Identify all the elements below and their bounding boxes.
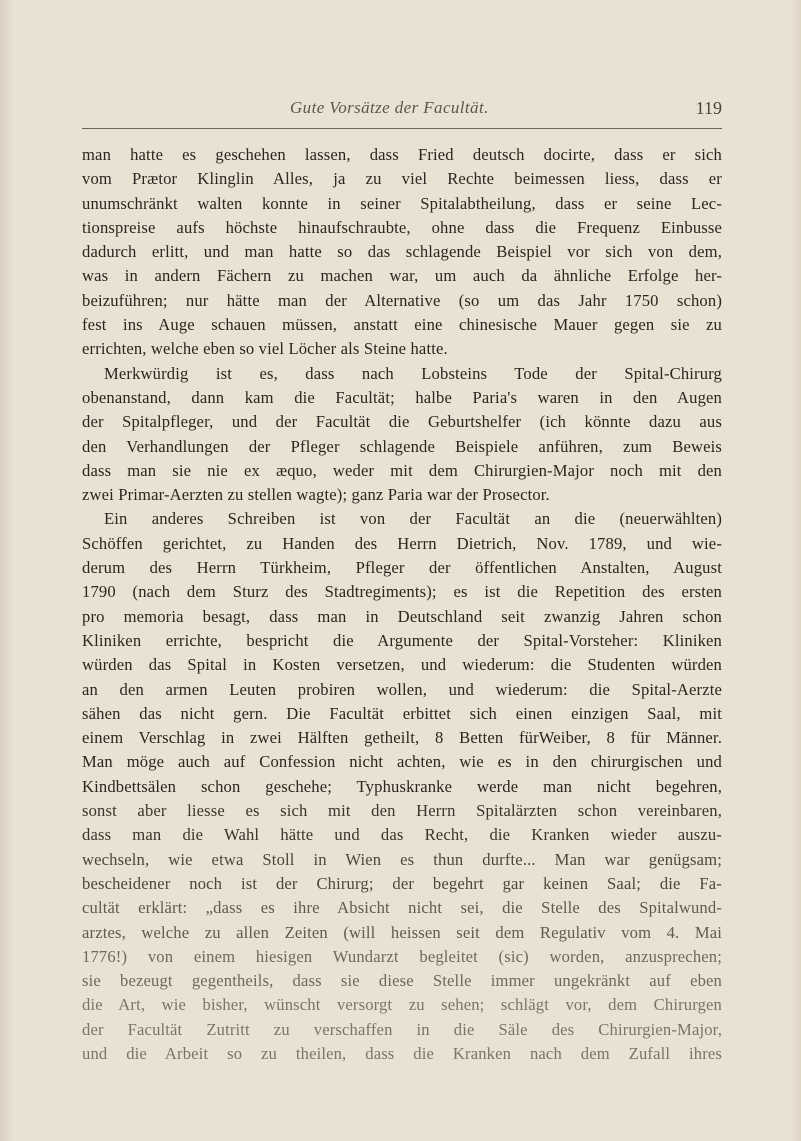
text-line: sie bezeugt gegentheils, dass sie diese Stelle immer ungekränkt auf eben	[82, 971, 722, 991]
text-line: fest ins Auge schauen müssen, anstatt eine chinesische Mauer gegen sie zu	[82, 315, 722, 335]
text-line: pro memoria besagt, dass man in Deutschland seit zwanzig Jahren schon	[82, 606, 722, 626]
text-line: cultät erklärt: „dass es ihre Absicht nicht sei, die Stelle des Spitalwund-	[82, 898, 722, 918]
text-line: beizuführen; nur hätte man der Alternative (so um das Jahr 1750 schon)	[82, 290, 722, 310]
page-header	[82, 98, 722, 122]
text-line: wechseln, wie etwa Stoll in Wien es thun durfte... Man war genügsam;	[82, 849, 722, 869]
text-line: Merkwürdig ist es, dass nach Lobsteins Tode der Spital-Chirurg	[104, 363, 722, 383]
text-line: Ein anderes Schreiben ist von der Facultät an die (neuerwählten)	[104, 509, 722, 529]
text-line: unumschränkt walten konnte in seiner Spitalabtheilung, dass er seine Lec-	[82, 193, 722, 213]
text-line: der Facultät Zutritt zu verschaffen in die Säle des Chirurgien-Major,	[82, 1019, 722, 1039]
text-line: sonst aber liesse es sich mit den Herrn Spitalärzten schon vereinbaren,	[82, 801, 722, 821]
text-line: man hatte es geschehen lassen, dass Fried deutsch docirte, dass er sich	[82, 145, 722, 164]
page-edge-shadow-left	[0, 0, 14, 1141]
page-number: 119	[695, 98, 722, 118]
text-line: würden das Spital in Kosten versetzen, und wiederum: die Studenten würden	[82, 655, 722, 675]
text-line: Kindbettsälen schon geschehe; Typhuskranke werde man nicht begehren,	[82, 776, 722, 796]
text-line: den Verhandlungen der Pfleger schlagende Beispiele anführen, zum Beweis	[82, 436, 722, 456]
text-line: sähen das nicht gern. Die Facultät erbittet sich einen einzigen Saal, mit	[82, 703, 722, 723]
text-line: einem Verschlag in zwei Hälften getheilt, 8 Betten fürWeiber, 8 für Männer.	[82, 728, 722, 748]
text-line: vom Prætor Klinglin Alles, ja zu viel Rechte beimessen liess, dass er	[82, 169, 722, 189]
text-line: bescheidener noch ist der Chirurg; der begehrt gar keinen Saal; die Fa-	[82, 873, 722, 893]
text-line: zwei Primar-Aerzten zu stellen wagte); ganz Paria war der Prosector.	[82, 485, 550, 505]
body-text	[82, 143, 722, 1066]
text-line: dass man sie nie ex æquo, weder mit dem Chirurgien-Major noch mit den	[82, 460, 722, 480]
running-title: Gute Vorsätze der Facultät.	[290, 98, 489, 117]
text-line: errichten, welche eben so viel Löcher als Steine hatte.	[82, 339, 448, 359]
text-line: Kliniken errichte, bespricht die Argumente der Spital-Vorsteher: Kliniken	[82, 630, 722, 650]
text-line: dass man die Wahl hätte und das Recht, die Kranken wieder auszu-	[82, 825, 722, 845]
text-line: obenanstand, dann kam die Facultät; halbe Paria's waren in den Augen	[82, 387, 722, 407]
text-line: Schöffen gerichtet, zu Handen des Herrn Dietrich, Nov. 1789, und wie-	[82, 533, 722, 553]
text-line: tionspreise aufs höchste hinaufschraubte, ohne dass die Frequenz Einbusse	[82, 217, 722, 237]
text-line: und die Arbeit so zu theilen, dass die Kranken nach dem Zufall ihres	[82, 1043, 722, 1063]
text-line: dadurch erlitt, und man hatte so das schlagende Beispiel vor sich von dem,	[82, 242, 722, 262]
text-line: was in andern Fächern zu machen war, um auch da ähnliche Erfolge her-	[82, 266, 722, 286]
text-line: an den armen Leuten probiren wollen, und wiederum: die Spital-Aerzte	[82, 679, 722, 699]
text-line: 1776!) von einem hiesigen Wundarzt begleitet (sic) worden, anzusprechen;	[82, 946, 722, 966]
text-line: der Spitalpfleger, und der Facultät die Geburtshelfer (ich könnte dazu aus	[82, 412, 722, 432]
page-edge-shadow-right	[791, 0, 801, 1141]
text-line: arztes, welche zu allen Zeiten (will heissen seit dem Regulativ vom 4. Mai	[82, 922, 722, 942]
text-line: Man möge auch auf Confession nicht achten, wie es in den chirurgischen und	[82, 752, 722, 772]
header-rule	[82, 128, 722, 129]
text-line: die Art, wie bisher, wünscht versorgt zu sehen; schlägt vor, dem Chirurgen	[82, 995, 722, 1015]
text-line: 1790 (nach dem Sturz des Stadtregiments); es ist die Repetition des ersten	[82, 582, 722, 602]
text-line: derum des Herrn Türkheim, Pfleger der öffentlichen Anstalten, August	[82, 558, 722, 578]
